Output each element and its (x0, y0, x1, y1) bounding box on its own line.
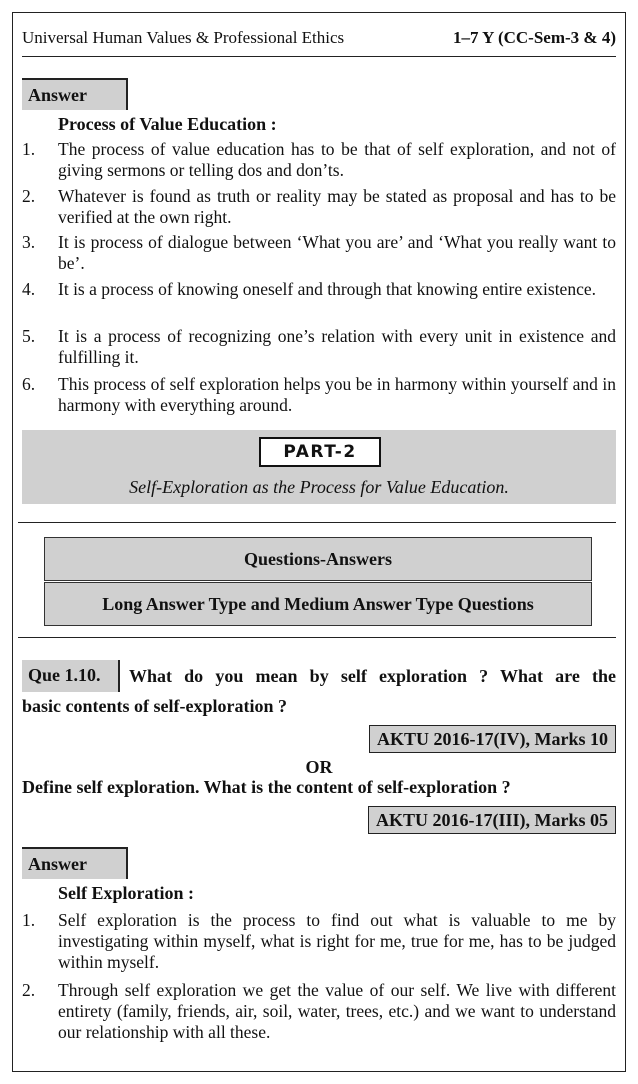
list-number: 2. (22, 980, 36, 1000)
or-separator: OR (305, 757, 333, 777)
answer-label: Answer (22, 847, 128, 879)
list-text: It is process of dialogue between ‘What you are’ and ‘What you really want to be’. (58, 232, 616, 273)
exam-reference-badge: AKTU 2016-17(III), Marks 05 (368, 806, 616, 834)
part-title: PART-2 (259, 437, 381, 467)
list-number: 6. (22, 374, 36, 394)
list-text: This process of self exploration helps you be in harmony within yourself and in harmony with everything around. (58, 374, 616, 415)
list-text: It is a process of knowing oneself and through that knowing entire existence. (58, 279, 596, 299)
running-header-page: 1–7 Y (CC-Sem-3 & 4) (452, 28, 616, 47)
part-subtitle: Self-Exploration as the Process for Value Education. (129, 477, 509, 497)
list-number: 3. (22, 232, 36, 252)
question-line-2: basic contents of self-exploration ? (22, 696, 287, 716)
question-label: Que 1.10. (22, 660, 120, 692)
list-number: 1. (22, 910, 36, 930)
list-number: 5. (22, 326, 36, 346)
section-heading: Process of Value Education : (58, 114, 277, 134)
alternate-question: Define self exploration. What is the content of self-exploration ? (22, 777, 511, 797)
list-text: The process of value education has to be that of self exploration, and not of giving sermons or telling dos and don’ts. (58, 139, 616, 180)
list-number: 4. (22, 279, 36, 299)
answer-label: Answer (22, 78, 128, 110)
running-header-title: Universal Human Values & Professional Ethics (22, 28, 345, 47)
divider-rule (18, 522, 616, 523)
qa-title: Questions-Answers (44, 537, 592, 581)
list-number: 2. (22, 186, 36, 206)
list-text: Through self exploration we get the value of our self. We live with different entirety (family, friends, air, soil, water, trees, etc.) and we want to understand our relationship with all these. (58, 980, 616, 1042)
divider-rule (18, 637, 616, 638)
list-text: Whatever is found as truth or reality may be stated as proposal and has to be verified at the own right. (58, 186, 616, 227)
list-text: Self exploration is the process to find out what is valuable to me by investigating within myself, what is right for me, true for me, has to be judged within myself. (58, 910, 616, 972)
question-line-1: What do you mean by self exploration ? What are the (129, 666, 616, 686)
qa-subtitle: Long Answer Type and Medium Answer Type Questions (44, 582, 592, 626)
exam-reference-badge: AKTU 2016-17(IV), Marks 10 (369, 725, 616, 753)
section-heading: Self Exploration : (58, 883, 195, 903)
list-text: It is a process of recognizing one’s relation with every unit in existence and fulfilling it. (58, 326, 616, 367)
list-number: 1. (22, 139, 36, 159)
header-divider (22, 56, 616, 57)
